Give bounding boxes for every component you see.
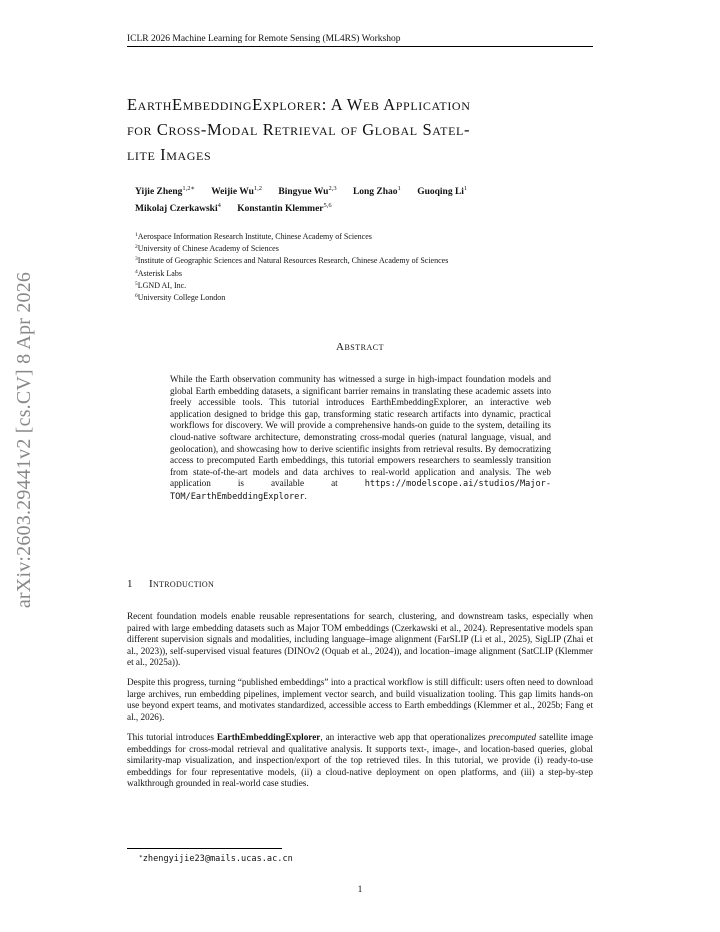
author-name: Guoqing Li (417, 187, 464, 197)
abstract-text: While the Earth observation community has witnessed a surge in high-impact foundation models and global Earth embedding datasets, a significant barrier remains in translating these academic assets into freely accessible tools. This tutorial introduces EarthEmbeddingExplorer, an interactive web application designed to bridge this gap, transforming static research artifacts into dynamic, practical workflows for discovery. We will provide a comprehensive hands-on guide to the system, detailing its cloud-native software architecture, demonstrating cross-modal queries (natural language, visual, and geolocation), and showcasing how to derive scientific insights from retrieval results. By democratizing access to precomputed Earth embeddings, this tutorial empowers researchers to seamlessly transition from state-of-the-art models and data archives to real-world application and analysis. The web application is available at (170, 374, 551, 489)
affiliation (135, 267, 595, 279)
affiliation-text: Asterisk Labs (137, 268, 182, 278)
page-number: 1 (357, 885, 363, 895)
author (211, 187, 262, 197)
venue-header: ICLR 2026 Machine Learning for Remote Sensing (ML4RS) Workshop (127, 34, 401, 44)
footnote-rule (127, 848, 282, 849)
author-name: Yijie Zheng (135, 187, 183, 197)
affiliation (135, 291, 595, 303)
intro-paragraph-2: Despite this progress, turning “published embeddings” into a practical workflow is still difficult: users often need to download large archives, run embedding pipelines, implement vector search, and build visualization tooling. This gap limits hands-on use beyond expert teams, and motivates standardized, accessible access to Earth embeddings (Klemmer et al., 2025b; Fang et al., 2026). (127, 677, 593, 722)
abstract-end: . (304, 490, 307, 501)
author-affil-mark: 1,2 (253, 185, 262, 192)
intro-paragraph-3 (127, 732, 593, 790)
arxiv-sidebar-stamp[interactable]: arXiv:2603.29441v2 [cs.CV] 8 Apr 2026 (13, 271, 35, 609)
footnote (139, 852, 539, 864)
header-rule (127, 46, 593, 47)
affiliation (135, 279, 595, 291)
p3-emphasis: precomputed (488, 732, 537, 742)
affiliation (135, 242, 595, 254)
author (237, 204, 331, 214)
affiliation-mark: 3 (135, 256, 138, 263)
abstract-body (170, 374, 551, 504)
author-affil-mark: 1,2∗ (182, 185, 195, 192)
section-title: Introduction (149, 578, 215, 590)
author (417, 187, 467, 197)
paper-title (127, 92, 597, 167)
author-line-1 (135, 182, 595, 199)
abstract-heading: Abstract (336, 341, 384, 353)
affiliation-text: University College London (137, 293, 226, 303)
intro-paragraph-1: Recent foundation models enable reusable representations for search, clustering, and downstream tasks, especially when paired with large embedding datasets such as Major TOM embeddings (Czerkawski et al., 2024). Representative models span different supervision signals and modalities, including language–image alignment (FarSLIP (Li et al., 2025), SigLIP (Zhai et al., 2023)), self-supervised visual features (DINOv2 (Oquab et al., 2024)), and location–image alignment (SatCLIP (Klemmer et al., 2025a)). (127, 611, 593, 667)
author (278, 187, 336, 197)
author (353, 187, 401, 197)
affiliation-list (135, 230, 595, 303)
title-line-3: lite Images (127, 145, 212, 164)
p3-text-pre: This tutorial introduces (127, 732, 214, 742)
affiliation-mark: 4 (135, 268, 138, 275)
affiliation-text: Aerospace Information Research Institute, Chinese Academy of Sciences (137, 232, 372, 241)
p3-app-name: EarthEmbeddingExplorer (216, 732, 321, 742)
author-name: Konstantin Klemmer (237, 204, 324, 214)
footnote-mark: ∗ (139, 854, 143, 860)
section-heading-introduction (127, 578, 593, 590)
affiliation-text: LGND AI, Inc. (137, 280, 187, 290)
affiliation-mark: 6 (135, 293, 138, 300)
app-url-link[interactable]: https://modelscope.ai/studios/Major-TOM/EarthEmbeddingExplorer (170, 479, 551, 502)
title-line-1: EarthEmbeddingExplorer: A Web Application (127, 95, 471, 114)
affiliation-mark: 1 (135, 232, 138, 238)
affiliation-mark: 2 (135, 244, 138, 251)
author-affil-mark: 1 (463, 185, 468, 192)
affiliation-text: Institute of Geographic Sciences and Natural Resources Research, Chinese Academy of Sciences (137, 256, 449, 266)
author-name: Bingyue Wu (278, 187, 329, 197)
author (135, 204, 221, 214)
author-affil-mark: 4 (217, 202, 221, 209)
affiliation (135, 230, 595, 242)
affiliation-text: University of Chinese Academy of Sciences (137, 244, 279, 254)
author-name: Mikolaj Czerkawski (135, 204, 218, 214)
author-affil-mark: 2,3 (328, 185, 337, 192)
author-list (135, 182, 595, 216)
title-line-2: for Cross-Modal Retrieval of Global Satel- (127, 120, 471, 139)
affiliation (135, 254, 595, 266)
p3-text-post: satellite image embeddings for cross-modal retrieval and qualitative analysis. It supports text-, image-, and location-based queries, global similarity-map visualization, and inspection/export of the top retrieved tiles. In this tutorial, we provide (i) ready-to-use embeddings for four representative models, (ii) a cloud-native deployment on open platforms, and (iii) a step-by-step walkthrough grounded in real-world case studies. (127, 732, 594, 788)
author-affil-mark: 5,6 (323, 202, 332, 209)
author (135, 187, 195, 197)
author-line-2 (135, 199, 595, 216)
affiliation-mark: 5 (135, 280, 138, 287)
author-name: Long Zhao (352, 187, 398, 197)
author-affil-mark: 1 (397, 185, 401, 192)
p3-text-mid: , an interactive web app that operationalizes (320, 732, 486, 742)
section-number: 1 (127, 578, 133, 590)
author-name: Weijie Wu (211, 187, 254, 197)
footnote-email[interactable]: zhengyijie23@mails.ucas.ac.cn (142, 854, 293, 864)
